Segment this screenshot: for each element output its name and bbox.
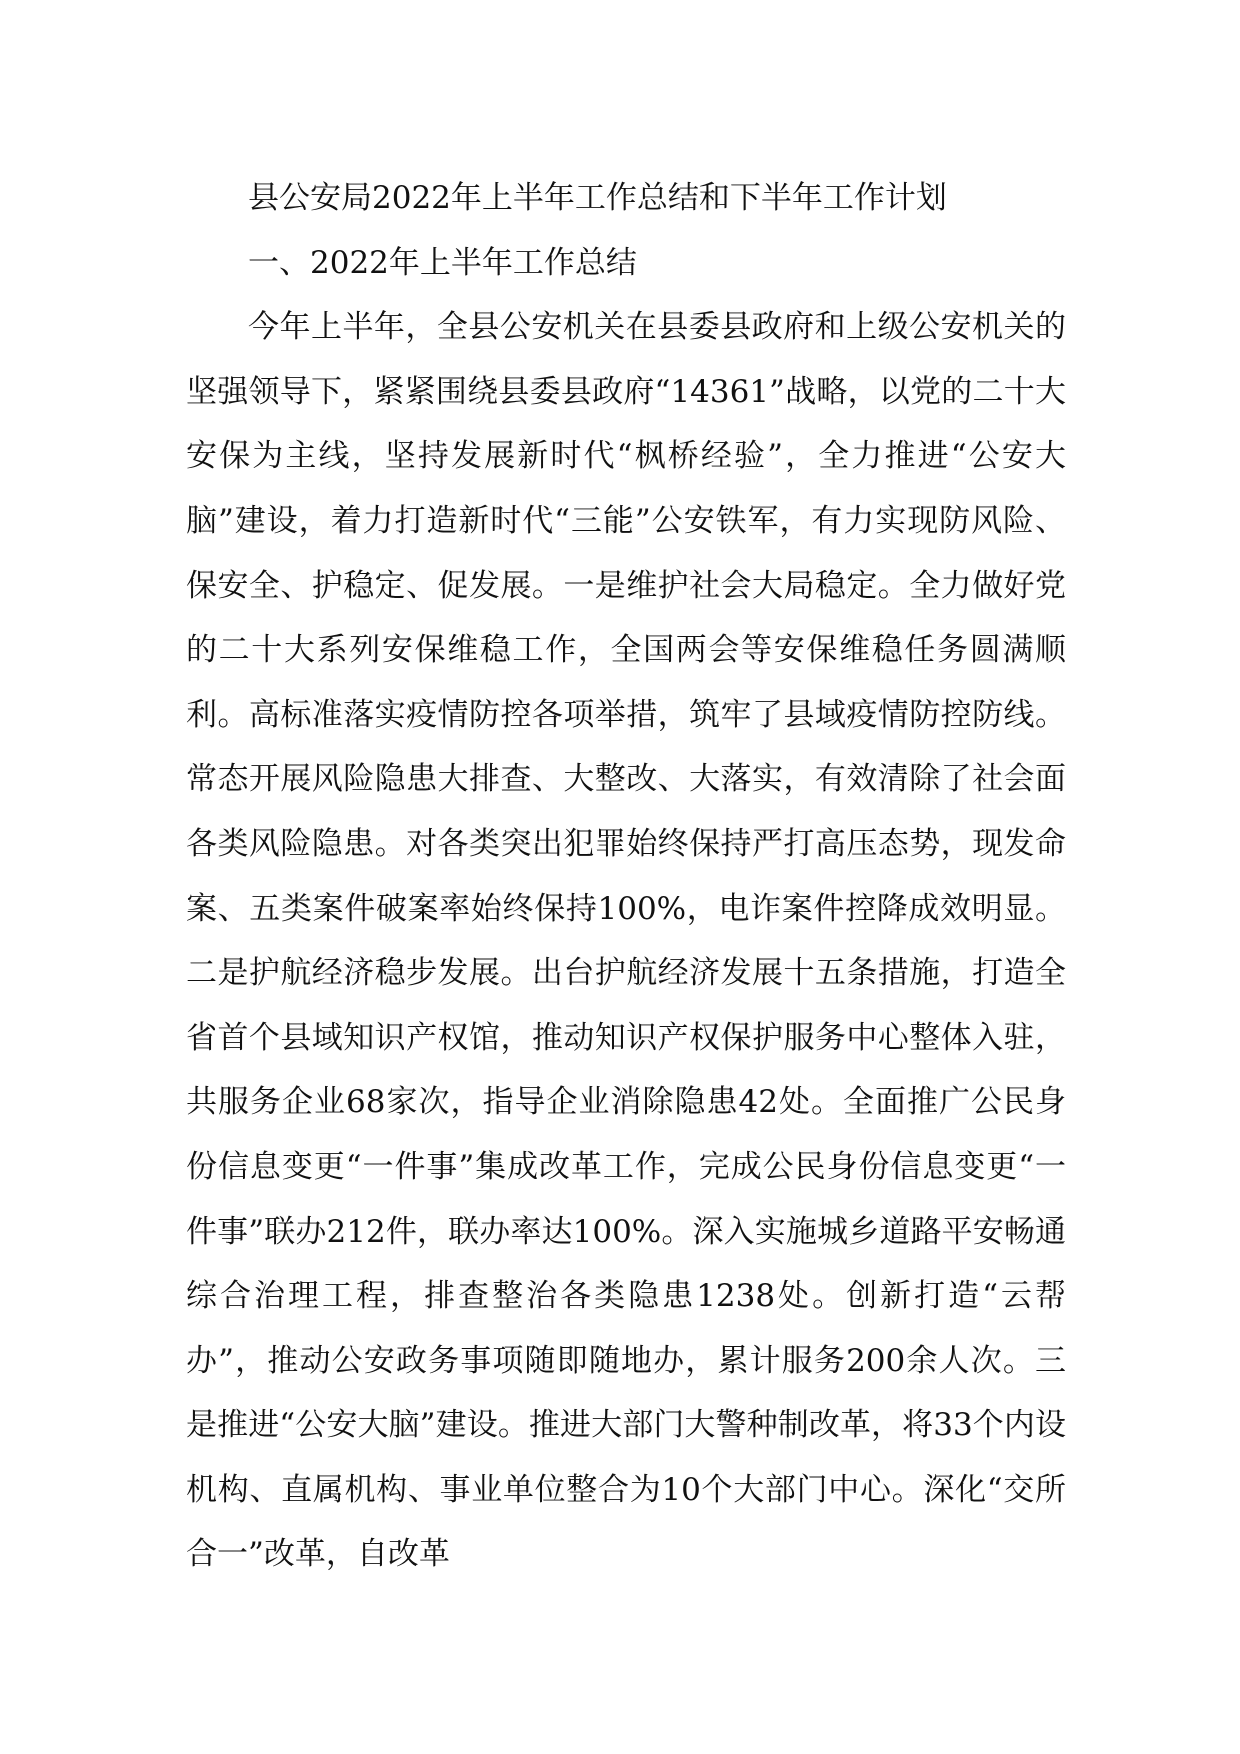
document-title: 县公安局2022年上半年工作总结和下半年工作计划 [248,180,947,216]
body-paragraph: 今年上半年，全县公安机关在县委县政府和上级公安机关的坚强领导下，紧紧围绕县委县政府“14361”战略，以党的二十大安保为主线，坚持发展新时代“枫桥经验”，全力推进“公安大脑”建设，着力打造新时代“三能”公安铁军，有力实现防风险、保安全、护稳定、促发展。一是维护社会大局稳定。全力做好党的二十大系列安保维稳工作，全国两会等安保维稳任务圆满顺利。高标准落实疫情防控各项举措，筑牢了县域疫情防控防线。常态开展风险隐患大排查、大整改、大落实，有效清除了社会面各类风险隐患。对各类突出犯罪始终保持严打高压态势，现发命案、五类案件破案率始终保持100%，电诈案件控降成效明显。二是护航经济稳步发展。出台护航经济发展十五条措施，打造全省首个县域知识产权馆，推动知识产权保护服务中心整体入驻，共服务企业68家次，指导企业消除隐患42处。全面推广公民身份信息变更“一件事”集成改革工作，完成公民身份信息变更“一件事”联办212件，联办率达100%。深入实施城乡道路平安畅通综合治理工程，排查整治各类隐患1238处。创新打造“云帮办”，推动公安政务事项随即随地办，累计服务200余人次。三是推进“公安大脑”建设。推进大部门大警种制改革，将33个内设机构、直属机构、事业单位整合为10个大部门中心。深化“交所合一”改革，自改革 [186,309,1066,1573]
document-body [186,166,1066,1587]
section-heading: 一、2022年上半年工作总结 [248,244,637,281]
